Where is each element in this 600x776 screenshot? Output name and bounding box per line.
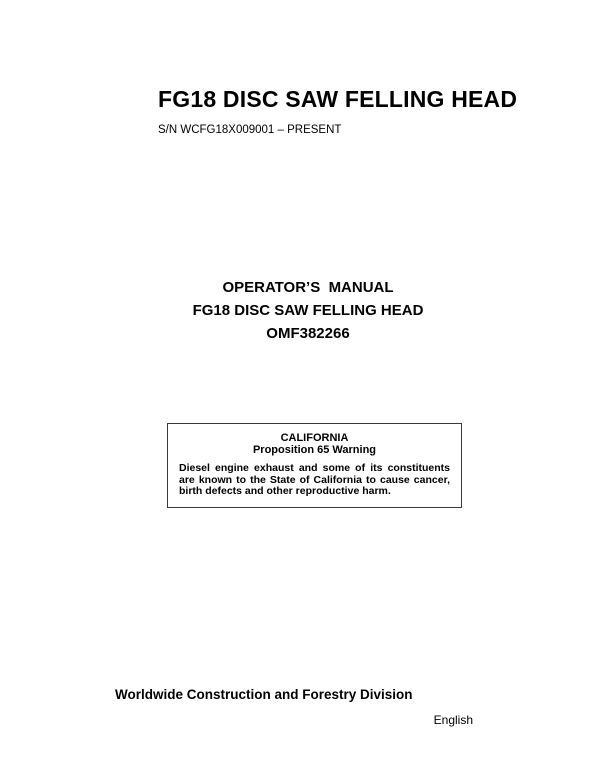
warning-heading-state: CALIFORNIA — [280, 432, 349, 444]
language-label: English — [433, 713, 473, 727]
serial-number-range: S/N WCFG18X009001 – PRESENT — [158, 124, 342, 136]
page-title: FG18 DISC SAW FELLING HEAD — [158, 86, 518, 112]
manual-title-block — [158, 276, 458, 345]
california-warning-box — [167, 423, 462, 508]
product-name-label: FG18 DISC SAW FELLING HEAD — [192, 302, 424, 319]
warning-heading-title: Proposition 65 Warning — [252, 444, 377, 456]
manual-number-label: OMF382266 — [266, 325, 350, 342]
manual-type-label: OPERATOR’S MANUAL — [222, 279, 394, 296]
division-name: Worldwide Construction and Forestry Division — [115, 687, 413, 702]
warning-body-text: Diesel engine exhaust and some of its constituents are known to the State of California to cause cancer, birth defects and other reproductive harm. — [179, 462, 450, 497]
